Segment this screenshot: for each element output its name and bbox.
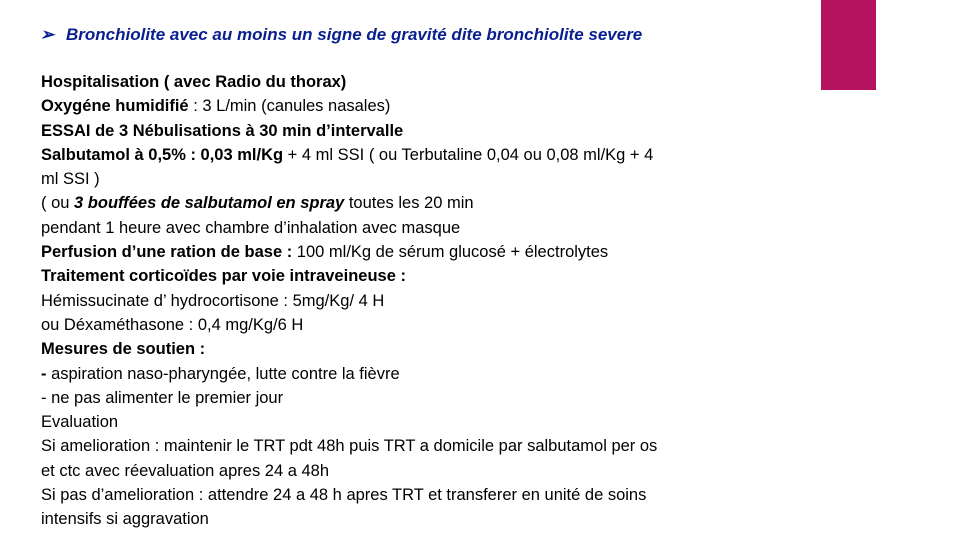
line-spray: [41, 191, 801, 215]
heading-text: Bronchiolite avec au moins un signe de gravité dite bronchiolite severe: [66, 25, 643, 44]
spray-prefix: ( ou: [41, 194, 75, 213]
line-evaluation: Evaluation: [41, 413, 119, 432]
spray-emphasis: 3 bouffées de salbutamol en spray: [74, 194, 345, 213]
line-aspiration: [41, 362, 801, 386]
line-perfusion: [41, 240, 801, 264]
line-supportive-measures: Mesures de soutien :: [41, 340, 206, 359]
line-corticoids: Traitement corticoïdes par voie intraveineuse :: [41, 267, 406, 286]
salbutamol-detail: + 4 ml SSI ( ou Terbutaline 0,04 ou 0,08 ml/Kg + 4: [283, 145, 654, 164]
line-reevaluation: et ctc avec réevaluation apres 24 a 48h: [41, 461, 330, 480]
line-dexamethasone: ou Déxaméthasone : 0,4 mg/Kg/6 H: [41, 315, 304, 334]
line-improvement: Si amelioration : maintenir le TRT pdt 48h puis TRT a domicile par salbutamol per os: [41, 437, 658, 456]
line-hydrocortisone: Hémissucinate d’ hydrocortisone : 5mg/Kg/ 4 H: [41, 291, 385, 310]
line-nebulisations: ESSAI de 3 Nébulisations à 30 min d’intervalle: [41, 121, 404, 140]
line-hospitalisation: Hospitalisation ( avec Radio du thorax): [41, 73, 347, 91]
line-salbutamol: [41, 143, 801, 167]
treatment-protocol-text: [41, 70, 801, 532]
line-no-feeding: - ne pas alimenter le premier jour: [41, 388, 284, 407]
arrow-bullet-icon: ➢: [40, 25, 55, 44]
line-inhalation-chamber: pendant 1 heure avec chambre d’inhalation avec masque: [41, 218, 461, 237]
section-heading: [40, 23, 642, 47]
aspiration-detail: aspiration naso-pharyngée, lutte contre la fièvre: [46, 364, 400, 383]
accent-bar: [821, 0, 876, 90]
aspiration-dash: -: [41, 364, 47, 383]
line-oxygen: [41, 94, 801, 118]
oxygen-label: Oxygéne humidifié: [41, 97, 189, 116]
perfusion-detail: 100 ml/Kg de sérum glucosé + électrolytes: [292, 243, 609, 262]
oxygen-detail: : 3 L/min (canules nasales): [188, 97, 391, 116]
spray-detail: toutes les 20 min: [344, 194, 474, 213]
line-no-improvement: Si pas d’amelioration : attendre 24 a 48 h apres TRT et transferer en unité de soins: [41, 486, 647, 505]
line-intensive-care: intensifs si aggravation: [41, 510, 209, 529]
perfusion-label: Perfusion d’une ration de base :: [41, 243, 293, 262]
salbutamol-label: Salbutamol à 0,5% : 0,03 ml/Kg: [41, 145, 284, 164]
line-ssi: ml SSI ): [41, 170, 100, 189]
